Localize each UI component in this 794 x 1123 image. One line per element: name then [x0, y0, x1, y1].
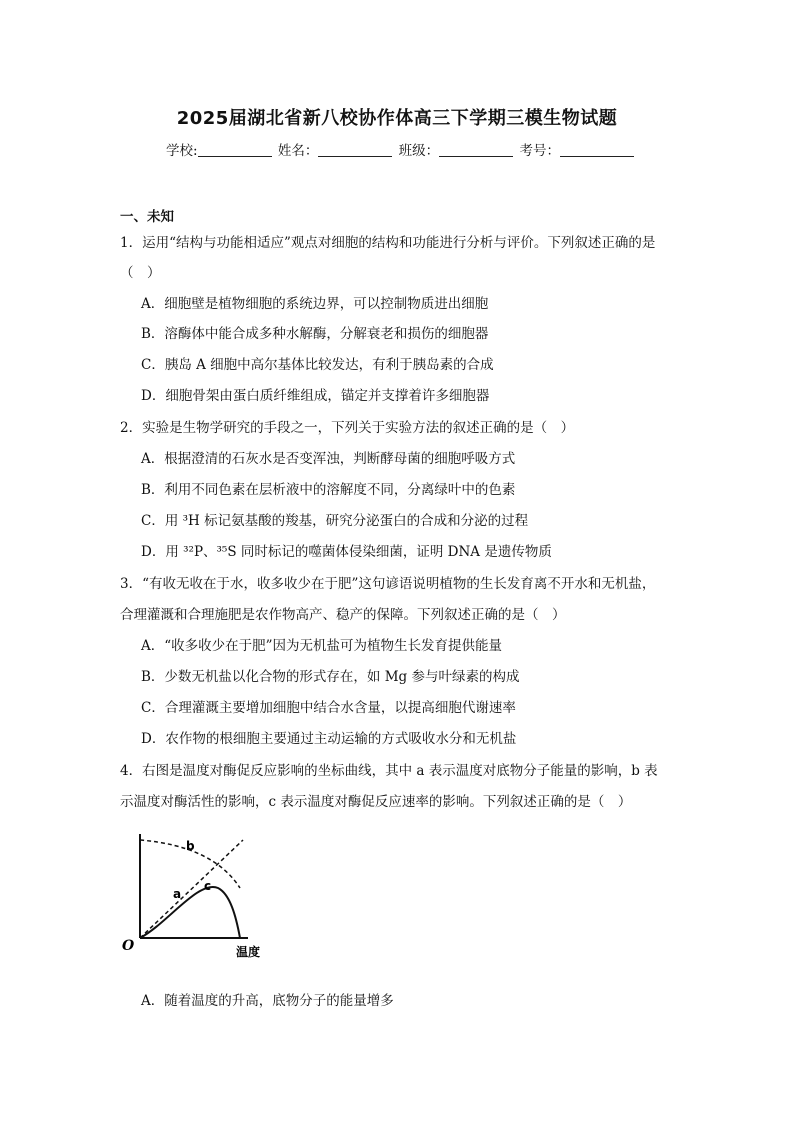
exam-number-blank[interactable]	[560, 142, 634, 157]
curve-a	[140, 840, 243, 938]
school-label: 学校:	[166, 143, 198, 159]
q1-option-a: A．细胞壁是植物细胞的系统边界，可以控制物质进出细胞	[141, 296, 489, 312]
curve-c	[140, 887, 240, 938]
q1-option-d: D．细胞骨架由蛋白质纤维组成，锚定并支撑着许多细胞器	[141, 388, 490, 404]
enzyme-temperature-graph	[118, 828, 288, 960]
name-blank[interactable]	[318, 142, 392, 157]
student-info-line	[166, 139, 636, 159]
q3-option-d: D．农作物的根细胞主要通过主动运输的方式吸收水分和无机盐	[141, 731, 517, 747]
q4-stem-line2: 示温度对酶活性的影响，c 表示温度对酶促反应速率的影响。下列叙述正确的是（ ）	[120, 794, 632, 810]
q2-option-d: D．用 ³²P、³⁵S 同时标记的噬菌体侵染细菌，证明 DNA 是遗传物质	[141, 544, 552, 560]
q3-option-c: C．合理灌溉主要增加细胞中结合水含量，以提高细胞代谢速率	[141, 700, 516, 716]
x-axis-label: 温度	[236, 945, 261, 959]
q1-option-c: C．胰岛 A 细胞中高尔基体比较发达，有利于胰岛素的合成	[141, 357, 494, 373]
section-heading: 一、未知	[120, 209, 174, 225]
q1-stem-line1: 1．运用“结构与功能相适应”观点对细胞的结构和功能进行分析与评价。下列叙述正确的是	[120, 235, 656, 251]
q3-option-b: B．少数无机盐以化合物的形式存在，如 Mg 参与叶绿素的构成	[141, 669, 520, 685]
label-b: b	[186, 839, 195, 853]
class-blank[interactable]	[439, 142, 513, 157]
class-label: 班级：	[398, 143, 440, 159]
q1-option-b: B．溶酶体中能合成多种水解酶，分解衰老和损伤的细胞器	[141, 326, 489, 342]
origin-label: O	[122, 938, 135, 954]
q2-option-b: B．利用不同色素在层析液中的溶解度不同，分离绿叶中的色素	[141, 482, 516, 498]
q4-stem-line1: 4．右图是温度对酶促反应影响的坐标曲线，其中 a 表示温度对底物分子能量的影响，b 表	[120, 763, 658, 779]
q2-stem: 2．实验是生物学研究的手段之一，下列关于实验方法的叙述正确的是（ ）	[120, 420, 575, 436]
q3-stem-line1: 3．“有收无收在于水，收多收少在于肥”这句谚语说明植物的生长发育离不开水和无机盐，	[120, 576, 656, 592]
q4-option-a: A．随着温度的升高，底物分子的能量增多	[141, 993, 394, 1009]
name-label: 姓名：	[277, 143, 319, 159]
exam-number-label: 考号：	[519, 143, 560, 159]
q3-option-a: A．“收多收少在于肥”因为无机盐可为植物生长发育提供能量	[141, 638, 503, 654]
school-blank[interactable]	[198, 142, 272, 157]
label-c: c	[204, 879, 212, 893]
label-a: a	[173, 887, 182, 901]
q3-stem-line2: 合理灌溉和合理施肥是农作物高产、稳产的保障。下列叙述正确的是（ ）	[120, 607, 566, 623]
q2-option-a: A．根据澄清的石灰水是否变浑浊，判断酵母菌的细胞呼吸方式	[141, 451, 516, 467]
exam-title: 2025届湖北省新八校协作体高三下学期三模生物试题	[176, 108, 618, 129]
q1-stem-line2: （ ）	[120, 265, 161, 281]
q2-option-c: C．用 ³H 标记氨基酸的羧基，研究分泌蛋白的合成和分泌的过程	[141, 513, 529, 529]
